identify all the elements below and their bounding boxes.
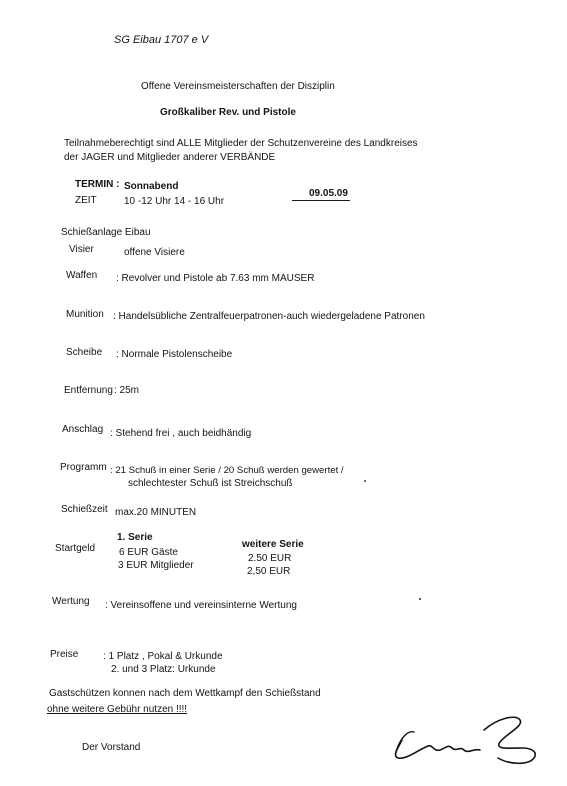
eligibility-line-1: Teilnahmeberechtigt sind ALLE Mitglieder der Schutzenvereine des Landkreises <box>64 138 418 149</box>
field-value-schiesszeit: max.20 MINUTEN <box>115 507 197 518</box>
startgeld-col1-header: 1. Serie <box>117 532 153 543</box>
field-label-entfernung: Entfernung <box>64 385 113 396</box>
field-value-scheibe: : Normale Pistolenscheibe <box>116 349 233 360</box>
startgeld-row-2-first: 3 EUR Mitglieder <box>118 560 194 571</box>
field-value-programm: : 21 Schuß in einer Serie / 20 Schuß werden gewertet / <box>110 465 344 476</box>
scan-speck <box>364 480 366 482</box>
startgeld-label: Startgeld <box>55 543 96 554</box>
field-label-waffen: Waffen <box>66 270 98 281</box>
field-label-scheibe: Scheibe <box>66 347 103 358</box>
startgeld-row-2-further: 2,50 EUR <box>247 566 291 577</box>
field-value-visier: offene Visiere <box>124 247 185 258</box>
note-line-2: ohne weitere Gebühr nutzen !!!! <box>47 704 188 715</box>
field-value-entfernung: : 25m <box>114 385 140 396</box>
eligibility-line-2: der JAGER und Mitglieder anderer VERBÄNDE <box>64 152 276 163</box>
preise-item-1: : 1 Platz , Pokal & Urkunde <box>103 651 223 662</box>
zeit-value: 10 -12 Uhr 14 - 16 Uhr <box>124 196 225 207</box>
field-value-munition: : Handelsübliche Zentralfeuerpatronen-auch wiedergeladene Patronen <box>113 311 425 322</box>
club-name: SG Eibau 1707 e V <box>114 34 209 46</box>
field-value-programm-2: schlechtester Schuß ist Streichschuß <box>128 478 293 489</box>
zeit-label: ZEIT <box>75 195 97 206</box>
field-value-waffen: : Revolver und Pistole ab 7.63 mm MAUSER <box>116 273 315 284</box>
field-label-programm: Programm <box>60 462 107 473</box>
field-label-visier: Visier <box>69 244 94 255</box>
termin-label: TERMIN : <box>75 179 120 190</box>
termin-day: Sonnabend <box>124 181 179 192</box>
handwritten-signature <box>388 708 548 770</box>
venue: Schießanlage Eibau <box>61 227 151 238</box>
signer-label: Der Vorstand <box>82 742 141 753</box>
scan-speck <box>419 598 421 600</box>
wertung-label: Wertung <box>52 596 90 607</box>
preise-label: Preise <box>50 649 79 660</box>
startgeld-row-1-further: 2.50 EUR <box>248 553 292 564</box>
wertung-value: : Vereinsoffene und vereinsinterne Wertung <box>105 600 297 611</box>
startgeld-col2-header: weitere Serie <box>242 539 304 550</box>
note-line-1: Gastschützen konnen nach dem Wettkampf den Schießstand <box>49 688 321 699</box>
discipline-title: Großkaliber Rev. und Pistole <box>160 107 296 118</box>
intro-line: Offene Vereinsmeisterschaften der Disziplin <box>141 81 335 92</box>
field-label-munition: Munition <box>66 309 104 320</box>
startgeld-row-1-first: 6 EUR Gäste <box>119 547 178 558</box>
preise-item-2: 2. und 3 Platz: Urkunde <box>111 664 216 675</box>
termin-date: 09.05.09 <box>309 188 348 199</box>
date-underline <box>292 200 350 201</box>
field-value-anschlag: : Stehend frei , auch beidhändig <box>110 428 252 439</box>
field-label-anschlag: Anschlag <box>62 424 104 435</box>
field-label-schiesszeit: Schießzeit <box>61 504 108 515</box>
